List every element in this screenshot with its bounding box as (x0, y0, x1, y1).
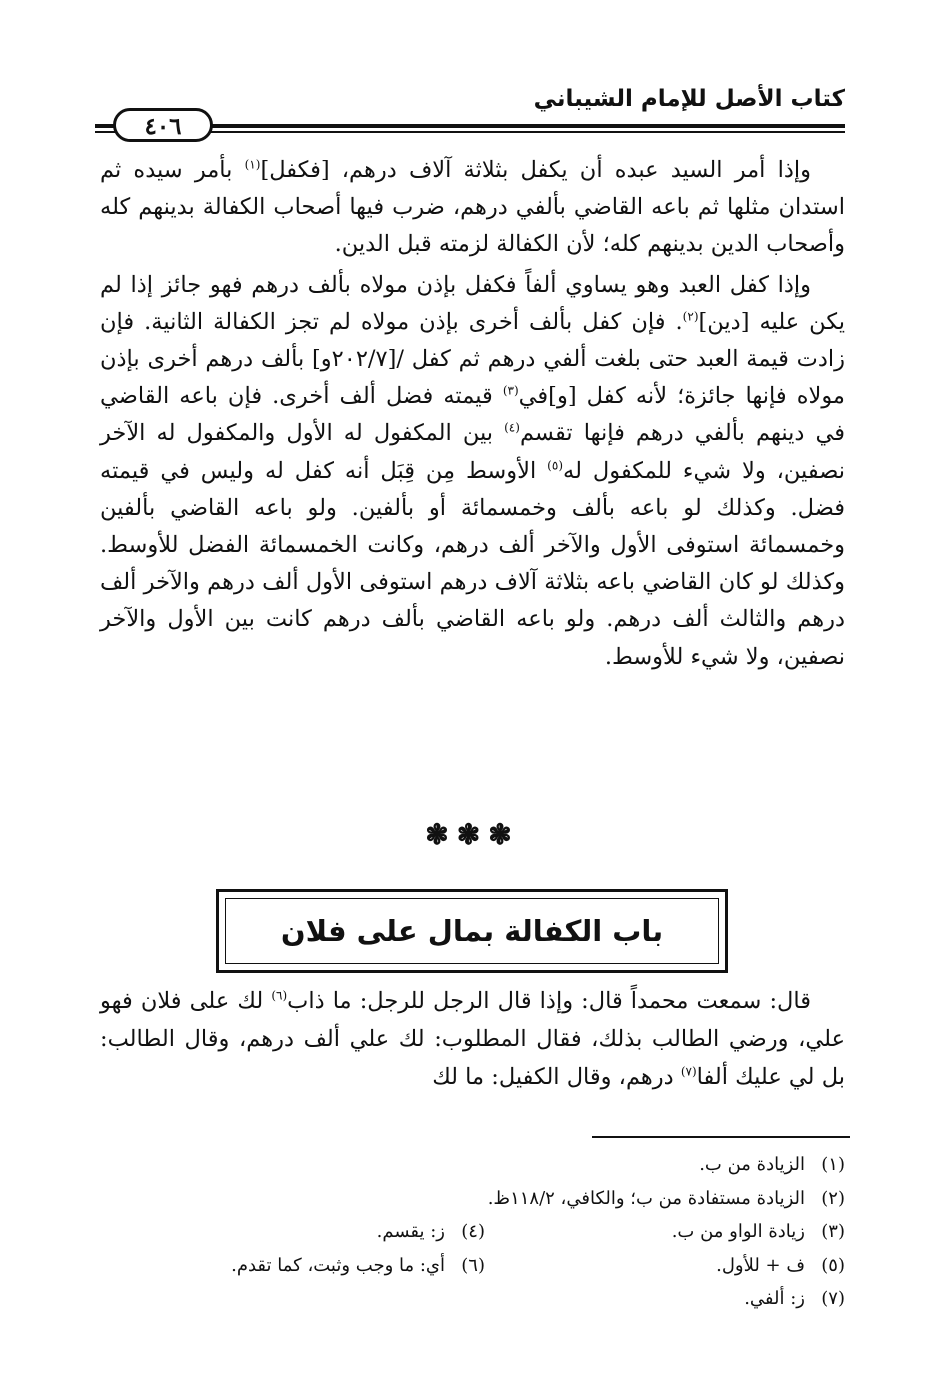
running-title: كتاب الأصل للإمام الشيباني (533, 86, 845, 112)
footnote-number: (١) (821, 1154, 845, 1175)
footnote-4 (125, 1215, 485, 1249)
footnote-text: الزيادة مستفادة من ب؛ والكافي، ١١٨/٢ظ. (487, 1187, 805, 1209)
paragraph-2 (100, 267, 845, 676)
chapter-paragraph (100, 982, 845, 1096)
chapter-title-frame (216, 889, 728, 973)
footnote-number: (٢) (821, 1187, 845, 1209)
footnote-text: أي: ما وجب وثبت، كما تقدم. (231, 1254, 445, 1276)
footnote-row (100, 1148, 845, 1182)
footnotes-block (100, 1148, 845, 1316)
footnote-5 (485, 1249, 845, 1283)
footnote-1 (485, 1148, 845, 1182)
chapter-title-inner-frame (225, 898, 719, 964)
footnote-2 (485, 1182, 845, 1216)
text-segment: وإذا أمر السيد عبده أن يكفل بثلاثة آلاف درهم، [فكفل] (260, 157, 811, 183)
footnote-6 (125, 1249, 485, 1283)
chapter-body-text (100, 982, 845, 1096)
footnote-ref-3: (٣) (502, 383, 519, 398)
paragraph-1 (100, 152, 845, 264)
footnote-row (100, 1182, 845, 1216)
footnote-row (100, 1215, 845, 1249)
text-segment: الأوسط مِن قِبَل أنه كفل له وليس في قيمته فضل. وكذلك لو باعه بألف وخمسمائة أو بألفين. ولو باعه القاضي بألفين وخمسمائة استوفى الأول والآخر ألف درهم، وكانت الخمسمائة الفضل للأوسط. وكذلك لو كان القاضي باعه بثلاثة آلاف درهم استوفى الأول ألف درهم والآخر ألف درهم والثالث ألف درهم. ولو باعه القاضي بألف درهم كانت بين الأول والآخر نصفين، ولا شيء للأوسط. (100, 457, 845, 670)
footnote-number: (٣) (821, 1221, 845, 1242)
text-segment: قيمته فضل ألف أخرى. فإن باعه القاضي في دينهم بألفي درهم فإنها تقسم (100, 383, 846, 447)
text-segment: بين المكفول له الأول والمكفول له الآخر نصفين، ولا شيء للمكفول له (100, 420, 846, 484)
section-separator-ornament: ❃❃❃ (425, 818, 520, 851)
footnote-text: زيادة الواو من ب. (671, 1221, 805, 1242)
footnote-number: (٧) (821, 1288, 845, 1309)
footnote-3 (485, 1215, 845, 1249)
footnote-number: (٥) (821, 1254, 845, 1276)
footnote-ref-6: (٦) (271, 988, 288, 1003)
text-segment: . فإن كفل بألف أخرى بإذن مولاه لم تجز الكفالة الثانية. فإن زادت قيمة العبد حتى بلغت ألفي درهم ثم كفل /[٢٠٢/٧و] بألف درهم أخرى بإذن مولاه فإنها جائزة؛ لأنه كفل [و]في (100, 308, 846, 410)
page-header (95, 78, 845, 138)
footnote-row (100, 1282, 845, 1316)
footnote-ref-5: (٥) (547, 458, 563, 473)
footnote-ref-1: (١) (244, 157, 261, 172)
footnote-number: (٦) (461, 1254, 485, 1276)
footnote-text: ز: ألفي. (744, 1288, 805, 1309)
text-segment: وإذا كفل العبد وهو يساوي ألفاً فكفل بإذن مولاه بألف درهم فهو جائز إذا لم يكن عليه [دين] (100, 271, 846, 335)
footnote-7 (485, 1282, 845, 1316)
chapter-title: باب الكفالة بمال على فلان (280, 914, 664, 948)
text-segment: درهم، وقال الكفيل: ما لك (432, 1064, 681, 1090)
text-segment: قال: سمعت محمداً قال: وإذا قال الرجل للرجل: ما ذاب (287, 988, 812, 1014)
footnote-ref-4: (٤) (504, 420, 520, 435)
footnote-text: الزيادة من ب. (699, 1154, 805, 1175)
text-segment: لك على فلان فهو علي، ورضي الطالب بذلك، فقال المطلوب: لك علي ألف درهم، وقال الطالب: بل لي عليك ألفا (100, 988, 845, 1090)
footnote-ref-7: (٧) (680, 1064, 697, 1079)
text-segment: بأمر سيده ثم استدان مثلها ثم باعه القاضي بألفي درهم، ضرب فيها أصحاب الكفالة بدينهم كله وأصحاب الدين بدينهم كله؛ لأن الكفالة لزمته قبل الدين. (100, 157, 845, 258)
footnote-number: (٤) (461, 1221, 485, 1242)
footnote-separator-rule (592, 1136, 850, 1138)
footnote-ref-2: (٢) (682, 309, 699, 324)
main-body-text (100, 152, 845, 679)
footnote-row (100, 1249, 845, 1283)
footnote-text: ف + للأول. (716, 1254, 805, 1276)
footnote-text: ز: يقسم. (376, 1221, 445, 1242)
page-number: ٤٠٦ (113, 108, 213, 142)
